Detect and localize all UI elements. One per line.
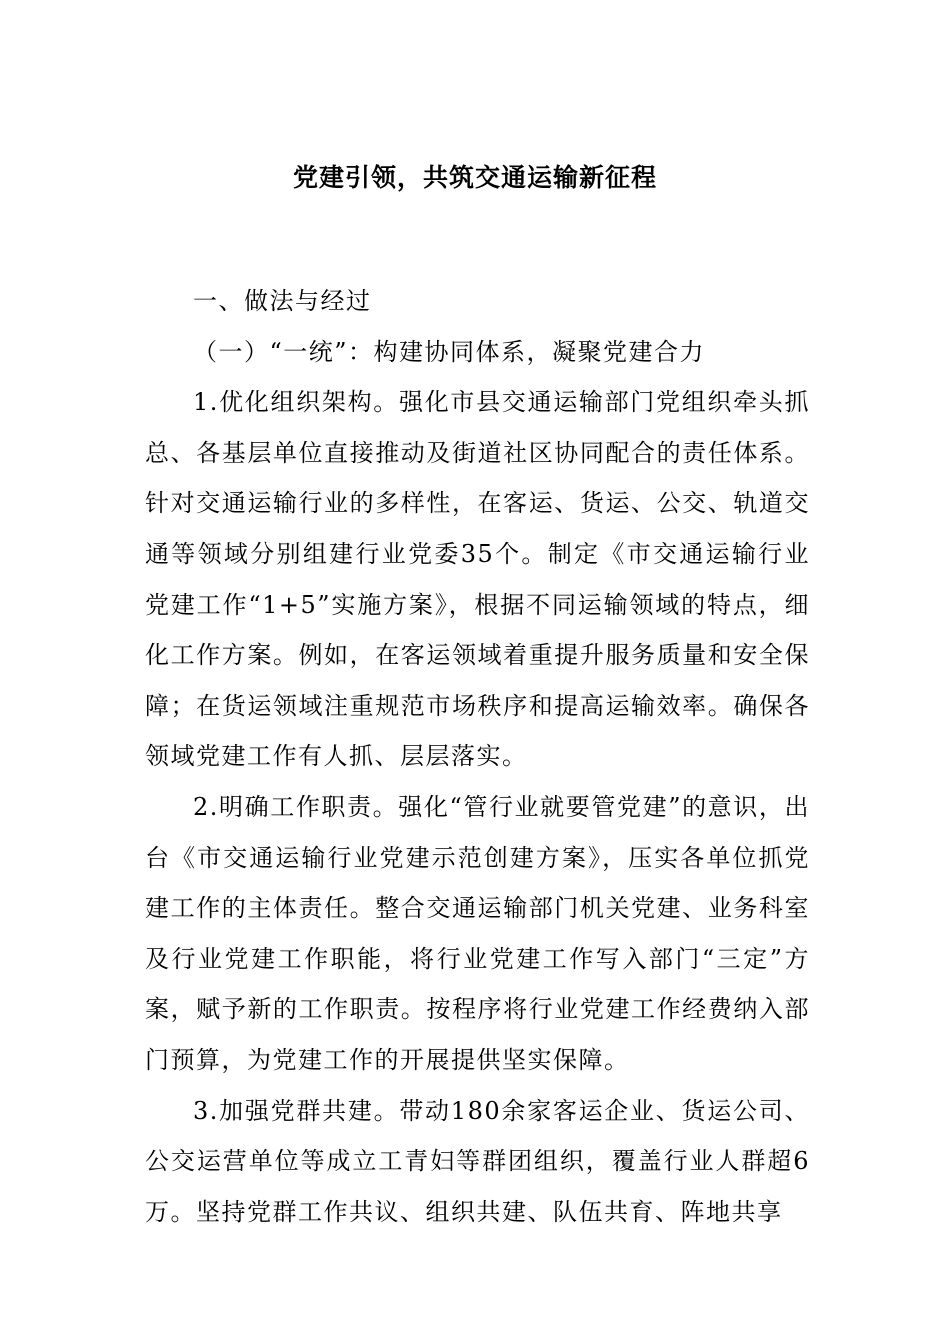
section-heading: 一、做法与经过 <box>193 287 372 315</box>
document-title: 党建引领，共筑交通运输新征程 <box>292 163 657 192</box>
document-body <box>145 276 810 1237</box>
section-subheading: （一）“一统”：构建协同体系，凝聚党建合力 <box>193 337 706 366</box>
paragraph-optimize-organization: 1.优化组织架构。强化市县交通运输部门党组织牵头抓总、各基层单位直接推动及街道社区协同配合的责任体系。针对交通运输行业的多样性，在客运、货运、公交、轨道交通等领域分别组建行业党委35个。制定《市交通运输行业党建工作“1+5”实施方案》，根据不同运输领域的特点，细化工作方案。例如，在客运领域着重提升服务质量和安全保障；在货运领域注重规范市场秩序和提高运输效率。确保各领域党建工作有人抓、层层落实。 <box>145 388 810 771</box>
paragraph-party-mass-building: 3.加强党群共建。带动180余家客运企业、货运公司、公交运营单位等成立工青妇等群团组织，覆盖行业人群超6万。坚持党群工作共议、组织共建、队伍共育、阵地共享 <box>145 1096 810 1226</box>
paragraph-clarify-responsibilities: 2.明确工作职责。强化“管行业就要管党建”的意识，出台《市交通运输行业党建示范创建方案》，压实各单位抓党建工作的主体责任。整合交通运输部门机关党建、业务科室及行业党建工作职能，将行业党建工作写入部门“三定”方案，赋予新的工作职责。按程序将行业党建工作经费纳入部门预算，为党建工作的开展提供坚实保障。 <box>145 792 810 1074</box>
